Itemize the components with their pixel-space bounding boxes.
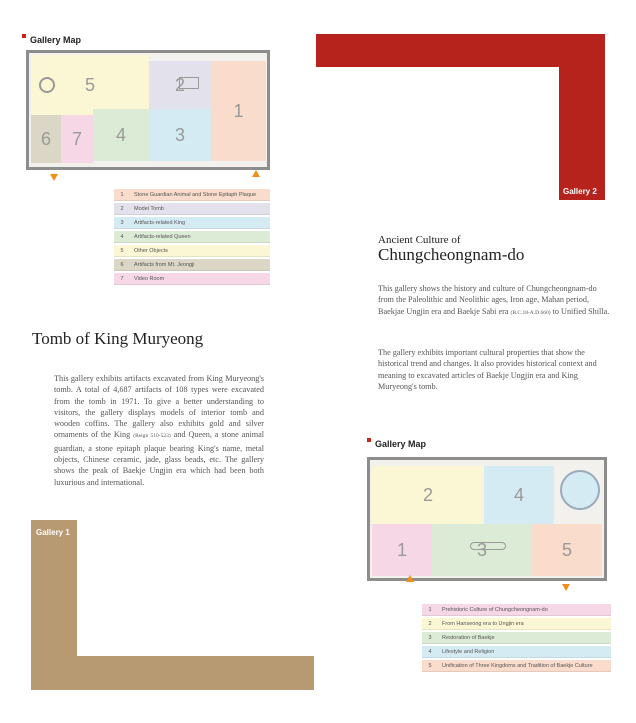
gallery1-room-7: 7 (61, 115, 93, 163)
legend-row: 5 Unification of Three Kingdoms and Tradition of Baekje Culture (422, 660, 611, 672)
gallery2-banner-side (559, 34, 605, 200)
gallery1-label: Gallery 1 (36, 528, 70, 537)
gallery2-label: Gallery 2 (563, 187, 597, 196)
gallery1-legend (114, 189, 270, 287)
gallery1-exit-arrow (252, 170, 260, 177)
model-tomb-display (179, 77, 199, 89)
gallery1-room-6: 6 (31, 115, 61, 163)
legend-row: 3 Restoration of Baekje (422, 632, 611, 644)
round-display-case (39, 77, 55, 93)
gallery2-heading-small: Ancient Culture of (378, 234, 461, 246)
gallery1-heading: Tomb of King Muryeong (32, 329, 204, 348)
boat-display (470, 542, 506, 550)
legend-row: 7 Video Room (114, 273, 270, 285)
gallery1-paragraph: This gallery exhibits artifacts excavated from King Muryeong's tomb. A total of 4,687 artifacts of 108 types were excavated from the tomb in 1971. To give a better understanding to visitors, the gallery displays models of interior tomb and wooden coffins. The gallery also exhibits gold and silver ornaments of the King (Reign 510-523) and Queen, a stone animal guardian, a stone epitaph plaque bearing King's name, metal objects, Chinese ceramic, jade, glass beads, etc. The gallery shows the peak of Baekje Ungjin era which had been both luxurious and international. (54, 374, 265, 487)
gallery2-entrance-arrow (406, 575, 414, 582)
gallery1-room-3: 3 (149, 109, 211, 161)
gallery1-room-5: 5 (31, 55, 149, 115)
gallery1-room-4: 4 (93, 109, 149, 161)
gallery2-heading-large: Chungcheongnam-do (378, 245, 525, 264)
gallery1-room-2: 2 (149, 61, 211, 109)
legend-row: 5 Other Objects (114, 245, 270, 257)
legend-row: 4 Artifacts-related Queen (114, 231, 270, 243)
gallery2-floor-map (367, 457, 607, 581)
gallery2-room-2: 2 (372, 466, 484, 524)
gallery2-paragraph-2: The gallery exhibits important cultural properties that show the historical trend and changes. It also provides historical context and meaning to excavated articles of Baekje Ungjin era and King Muryeong's tomb. (378, 348, 597, 391)
legend-row: 3 Artifacts-related King (114, 217, 270, 229)
gallery2-paragraph-1: This gallery shows the history and culture of Chungcheongnam-do from the Paleolithic and Neolithic ages, Iron age, Mahan period, Baekjae Ungjin era and Baekje Sabi era (B.C.18-A.D.660) to Unified Shilla. (378, 284, 610, 316)
legend-row: 1 Prehistoric Culture of Chungcheongnam-do (422, 604, 611, 616)
gallery2-legend (422, 604, 611, 674)
gallery2-map-title: Gallery Map (367, 438, 426, 449)
gallery2-room-5: 5 (532, 524, 602, 576)
legend-row: 2 From Hanseong era to Ungjin era (422, 618, 611, 630)
gallery1-room-1: 1 (211, 61, 266, 161)
legend-row: 4 Lifestyle and Religion (422, 646, 611, 658)
gallery2-room-4: 4 (484, 466, 554, 524)
gallery1-entrance-arrow (50, 174, 58, 181)
gallery2-room-3: 3 (432, 524, 532, 576)
round-hall (560, 470, 600, 510)
legend-row: 1 Stone Guardian Animal and Stone Epitaph Plaque (114, 189, 270, 201)
gallery2-exit-arrow (562, 584, 570, 591)
gallery2-room-1: 1 (372, 524, 432, 576)
legend-row: 6 Artifacts from Mt. Jeongji (114, 259, 270, 271)
legend-row: 2 Model Tomb (114, 203, 270, 215)
gallery1-map-title: Gallery Map (22, 34, 81, 45)
gallery1-banner-bottom (31, 656, 314, 690)
gallery1-floor-map (26, 50, 270, 170)
